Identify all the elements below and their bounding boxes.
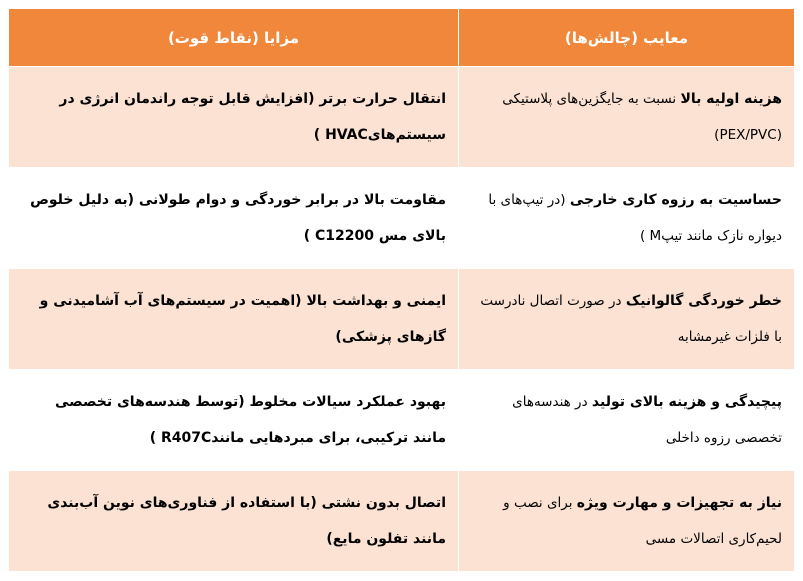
disadvantage-title: حساسیت به رزوه کاری خارجی xyxy=(569,192,782,208)
disadvantage-title: نیاز به تجهیزات و مهارت ویژه xyxy=(576,495,782,511)
table-row xyxy=(9,168,795,269)
disadvantage-detail: برای نصب و لحیم‌کاری اتصالات مسی xyxy=(503,495,782,547)
advantage-cell: اتصال بدون نشتی (با استفاده از فناوری‌های نوین آب‌بندی مانند تفلون مایع) xyxy=(9,471,459,572)
comparison-table-wrapper xyxy=(8,8,794,572)
table-row xyxy=(9,471,795,572)
disadvantage-detail: نسبت به جایگزین‌های پلاستیکی (PEX/PVC) xyxy=(502,91,782,143)
table-body xyxy=(9,67,795,572)
table-header xyxy=(9,9,795,67)
disadvantage-title: پیچیدگی و هزینه بالای تولید xyxy=(591,394,782,410)
disadvantage-cell xyxy=(459,269,795,370)
advantage-cell: بهبود عملکرد سیالات مخلوط (توسط هندسه‌های تخصصی مانند ترکیبی، برای مبردهایی مانندR407C ) xyxy=(9,370,459,471)
advantage-cell: ایمنی و بهداشت بالا (اهمیت در سیستم‌های آب آشامیدنی و گازهای پزشکی) xyxy=(9,269,459,370)
disadvantage-title: خطر خوردگی گالوانیک xyxy=(625,293,782,309)
table-row xyxy=(9,370,795,471)
disadvantage-detail: در هندسه‌های تخصصی رزوه داخلی xyxy=(512,394,782,446)
table-row xyxy=(9,67,795,168)
disadvantage-cell xyxy=(459,471,795,572)
disadvantage-title: هزینه اولیه بالا xyxy=(680,91,782,107)
table-row xyxy=(9,269,795,370)
disadvantage-cell xyxy=(459,370,795,471)
header-advantages: مزایا (نقاط قوت) xyxy=(9,9,459,67)
header-row xyxy=(9,9,795,67)
disadvantage-detail: در صورت اتصال نادرست با فلزات غیرمشابه xyxy=(480,293,782,345)
disadvantage-detail: (در تیپ‌های با دیواره نازک مانند تیپM ) xyxy=(488,192,782,244)
advantage-cell: انتقال حرارت برتر (افزایش قابل توجه راندمان انرژی در سیستم‌هایHVAC ) xyxy=(9,67,459,168)
advantage-cell: مقاومت بالا در برابر خوردگی و دوام طولانی (به دلیل خلوص بالای مس C12200 ) xyxy=(9,168,459,269)
disadvantage-cell xyxy=(459,67,795,168)
disadvantage-cell xyxy=(459,168,795,269)
header-disadvantages: معایب (چالش‌ها) xyxy=(459,9,795,67)
pros-cons-table xyxy=(8,8,795,572)
